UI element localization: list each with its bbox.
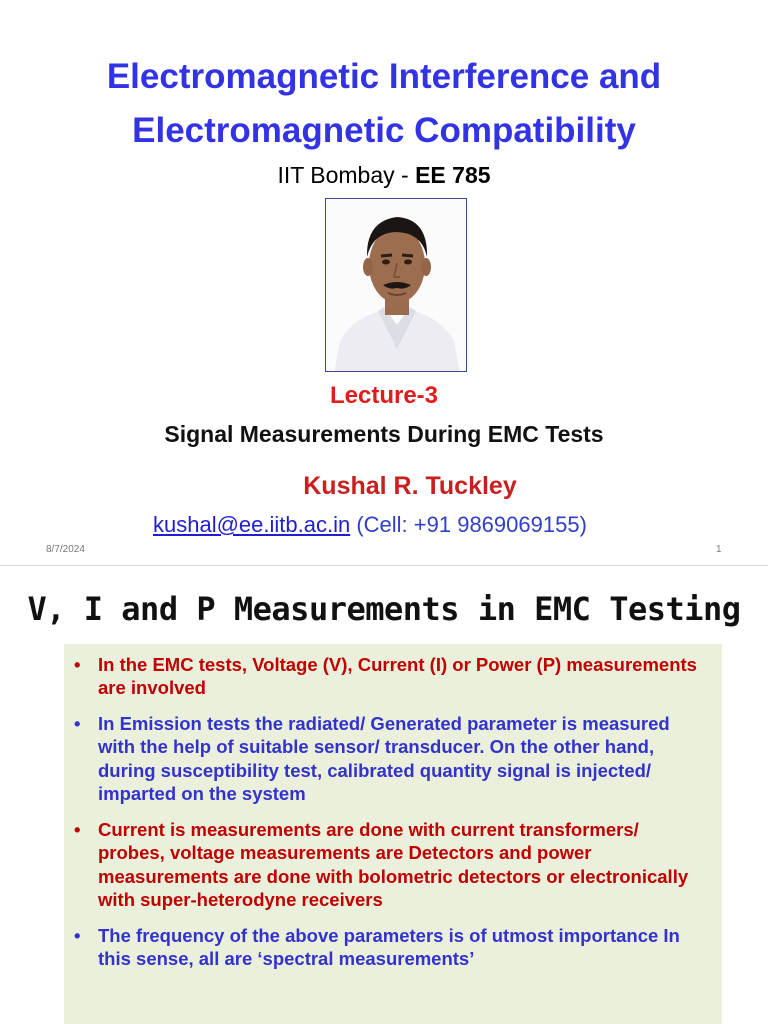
bullet-text: In the EMC tests, Voltage (V), Current (I) or Power (P) measurements are involved: [98, 654, 697, 699]
slide-page-number: 1: [716, 544, 722, 555]
bullet-item: [74, 712, 710, 806]
bullet-content-box: [64, 644, 722, 1024]
bullet-text: The frequency of the above parameters is of utmost importance In this sense, all are ‘spectral measurements’: [98, 924, 680, 970]
title-line-1: Electromagnetic Interference and: [106, 57, 662, 96]
institute-name: IIT Bombay -: [277, 162, 416, 188]
title-line-2: Electromagnetic Compatibility: [132, 111, 636, 150]
bullet-item: [74, 818, 710, 912]
slide-title: V, I and P Measurements in EMC Testing: [27, 590, 741, 628]
bullet-marker: •: [74, 818, 81, 840]
author-name: Kushal R. Tuckley: [303, 472, 517, 500]
content-slide: [0, 566, 768, 1024]
contact-line: [153, 512, 587, 538]
speaker-photo: [325, 198, 467, 372]
lecture-number: Lecture-3: [329, 382, 439, 409]
slide-date: 8/7/2024: [46, 544, 85, 555]
bullet-marker: •: [74, 712, 81, 734]
bullet-item: [74, 653, 710, 700]
email-link[interactable]: kushal@ee.iitb.ac.in: [153, 512, 351, 537]
bullet-text: Current is measurements are done with current transformers/ probes, voltage measurements are Detectors and power measurements are done with bolometric detectors or electronically with super-heterodyne receivers: [98, 818, 689, 911]
bullet-marker: •: [74, 924, 81, 946]
speaker-portrait-image: [326, 199, 467, 372]
cell-number: (Cell: +91 9869069155): [350, 512, 587, 537]
institute-line: [0, 162, 768, 189]
bullet-item: [74, 924, 710, 971]
bullet-marker: •: [74, 654, 81, 675]
lecture-topic: Signal Measurements During EMC Tests: [164, 421, 604, 447]
course-code: EE 785: [415, 162, 491, 188]
bullet-text: In Emission tests the radiated/ Generated parameter is measured with the help of suitable sensor/ transducer. On the other hand, during susceptibility test, calibrated quantity signal is injected/ imparted on the system: [98, 712, 670, 805]
